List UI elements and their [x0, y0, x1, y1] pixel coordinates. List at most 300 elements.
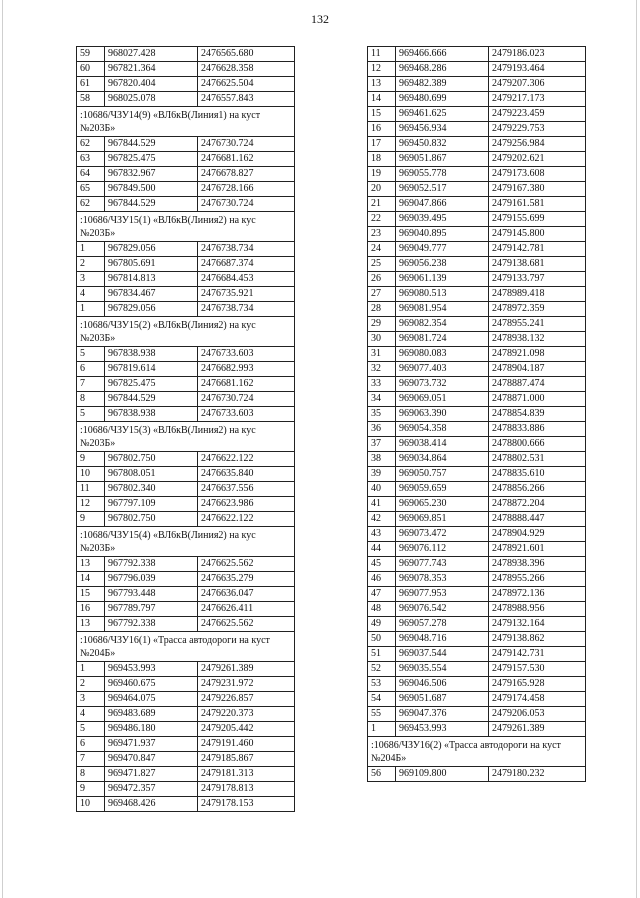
y-coordinate-cell: 2478833.886 [489, 422, 586, 437]
page-number: 132 [311, 12, 329, 26]
y-coordinate-cell: 2476565.680 [198, 47, 295, 62]
y-coordinate-cell: 2479186.023 [489, 47, 586, 62]
table-row [368, 62, 586, 77]
y-coordinate-cell: 2479174.458 [489, 692, 586, 707]
point-number-cell: 7 [77, 377, 105, 392]
point-number-cell: 9 [77, 512, 105, 527]
point-number-cell: 12 [368, 62, 396, 77]
point-number-cell: 6 [77, 362, 105, 377]
y-coordinate-cell: 2476735.921 [198, 287, 295, 302]
point-number-cell: 1 [77, 662, 105, 677]
x-coordinate-cell: 967802.750 [105, 452, 198, 467]
table-row [368, 302, 586, 317]
point-number-cell: 51 [368, 647, 396, 662]
y-coordinate-cell: 2478872.204 [489, 497, 586, 512]
point-number-cell: 11 [368, 47, 396, 62]
table-row [368, 662, 586, 677]
x-coordinate-cell: 969080.513 [396, 287, 489, 302]
table-row [77, 512, 295, 527]
table-row [368, 677, 586, 692]
table-row [77, 737, 295, 752]
x-coordinate-cell: 969048.716 [396, 632, 489, 647]
table-row [77, 617, 295, 632]
x-coordinate-cell: 969063.390 [396, 407, 489, 422]
section-header-row [77, 317, 295, 347]
y-coordinate-cell: 2476678.827 [198, 167, 295, 182]
x-coordinate-cell: 969073.732 [396, 377, 489, 392]
x-coordinate-cell: 967819.614 [105, 362, 198, 377]
x-coordinate-cell: 967792.338 [105, 617, 198, 632]
x-coordinate-cell: 969470.847 [105, 752, 198, 767]
table-row [77, 707, 295, 722]
table-row [77, 602, 295, 617]
point-number-cell: 5 [77, 347, 105, 362]
x-coordinate-cell: 967829.056 [105, 302, 198, 317]
x-coordinate-cell: 967844.529 [105, 392, 198, 407]
table-row [368, 512, 586, 527]
point-number-cell: 16 [77, 602, 105, 617]
point-number-cell: 30 [368, 332, 396, 347]
section-header-row [77, 107, 295, 137]
point-number-cell: 25 [368, 257, 396, 272]
point-number-cell: 24 [368, 242, 396, 257]
point-number-cell: 43 [368, 527, 396, 542]
point-number-cell: 13 [77, 557, 105, 572]
table-row [368, 542, 586, 557]
y-coordinate-cell: 2478972.359 [489, 302, 586, 317]
point-number-cell: 59 [77, 47, 105, 62]
point-number-cell: 13 [77, 617, 105, 632]
x-coordinate-cell: 969056.238 [396, 257, 489, 272]
table-row [368, 572, 586, 587]
coordinates-table-right [367, 46, 586, 782]
table-row [368, 467, 586, 482]
y-coordinate-cell: 2479145.800 [489, 227, 586, 242]
y-coordinate-cell: 2479133.797 [489, 272, 586, 287]
table-row [77, 377, 295, 392]
point-number-cell: 65 [77, 182, 105, 197]
x-coordinate-cell: 969076.112 [396, 542, 489, 557]
y-coordinate-cell: 2476626.411 [198, 602, 295, 617]
table-row [77, 587, 295, 602]
table-row [77, 452, 295, 467]
x-coordinate-cell: 969035.554 [396, 662, 489, 677]
point-number-cell: 45 [368, 557, 396, 572]
x-coordinate-cell: 969453.993 [105, 662, 198, 677]
point-number-cell: 53 [368, 677, 396, 692]
y-coordinate-cell: 2476687.374 [198, 257, 295, 272]
table-row [77, 467, 295, 482]
table-row [77, 287, 295, 302]
table-row [77, 302, 295, 317]
table-row [77, 77, 295, 92]
point-number-cell: 52 [368, 662, 396, 677]
y-coordinate-cell: 2476625.504 [198, 77, 295, 92]
point-number-cell: 63 [77, 152, 105, 167]
y-coordinate-cell: 2476733.603 [198, 347, 295, 362]
table-row [368, 632, 586, 647]
y-coordinate-cell: 2479132.164 [489, 617, 586, 632]
table-row [368, 197, 586, 212]
x-coordinate-cell: 969464.075 [105, 692, 198, 707]
table-row [368, 707, 586, 722]
y-coordinate-cell: 2478802.531 [489, 452, 586, 467]
table-row [368, 257, 586, 272]
y-coordinate-cell: 2479165.928 [489, 677, 586, 692]
point-number-cell: 12 [77, 497, 105, 512]
x-coordinate-cell: 969050.757 [396, 467, 489, 482]
table-row [368, 287, 586, 302]
section-header-row [77, 422, 295, 452]
table-row [368, 392, 586, 407]
y-coordinate-cell: 2478856.266 [489, 482, 586, 497]
x-coordinate-cell: 967802.340 [105, 482, 198, 497]
table-row [77, 92, 295, 107]
point-number-cell: 18 [368, 152, 396, 167]
point-number-cell: 38 [368, 452, 396, 467]
y-coordinate-cell: 2478989.418 [489, 287, 586, 302]
y-coordinate-cell: 2479226.857 [198, 692, 295, 707]
x-coordinate-cell: 969076.542 [396, 602, 489, 617]
point-number-cell: 26 [368, 272, 396, 287]
table-row [77, 47, 295, 62]
y-coordinate-cell: 2476682.993 [198, 362, 295, 377]
coordinates-table-left [76, 46, 295, 812]
table-row [368, 137, 586, 152]
x-coordinate-cell: 967849.500 [105, 182, 198, 197]
x-coordinate-cell: 968027.428 [105, 47, 198, 62]
y-coordinate-cell: 2479138.862 [489, 632, 586, 647]
y-coordinate-cell: 2478800.666 [489, 437, 586, 452]
x-coordinate-cell: 969471.827 [105, 767, 198, 782]
table-row [368, 362, 586, 377]
x-coordinate-cell: 967789.797 [105, 602, 198, 617]
table-row [77, 767, 295, 782]
y-coordinate-cell: 2479191.460 [198, 737, 295, 752]
x-coordinate-cell: 969081.954 [396, 302, 489, 317]
x-coordinate-cell: 969034.864 [396, 452, 489, 467]
point-number-cell: 8 [77, 767, 105, 782]
x-coordinate-cell: 969077.403 [396, 362, 489, 377]
y-coordinate-cell: 2476635.279 [198, 572, 295, 587]
point-number-cell: 64 [77, 167, 105, 182]
point-number-cell: 50 [368, 632, 396, 647]
y-coordinate-cell: 2476733.603 [198, 407, 295, 422]
y-coordinate-cell: 2478854.839 [489, 407, 586, 422]
y-coordinate-cell: 2476681.162 [198, 377, 295, 392]
point-number-cell: 19 [368, 167, 396, 182]
x-coordinate-cell: 969456.934 [396, 122, 489, 137]
table-row [77, 182, 295, 197]
x-coordinate-cell: 969466.666 [396, 47, 489, 62]
x-coordinate-cell: 969061.139 [396, 272, 489, 287]
x-coordinate-cell: 967805.691 [105, 257, 198, 272]
x-coordinate-cell: 967829.056 [105, 242, 198, 257]
y-coordinate-cell: 2478988.956 [489, 602, 586, 617]
point-number-cell: 46 [368, 572, 396, 587]
point-number-cell: 39 [368, 467, 396, 482]
x-coordinate-cell: 967832.967 [105, 167, 198, 182]
section-title: :10686/ЧЗУ15(3) «ВЛ6кВ(Линия2) на кус №203Б» [77, 422, 295, 452]
point-number-cell: 36 [368, 422, 396, 437]
x-coordinate-cell: 969073.472 [396, 527, 489, 542]
table-row [77, 557, 295, 572]
y-coordinate-cell: 2476636.047 [198, 587, 295, 602]
point-number-cell: 8 [77, 392, 105, 407]
table-row [368, 437, 586, 452]
section-header-row [77, 527, 295, 557]
y-coordinate-cell: 2479167.380 [489, 182, 586, 197]
table-row [368, 617, 586, 632]
section-title: :10686/ЧЗУ15(4) «ВЛ6кВ(Линия2) на кус №203Б» [77, 527, 295, 557]
y-coordinate-cell: 2479207.306 [489, 77, 586, 92]
y-coordinate-cell: 2479185.867 [198, 752, 295, 767]
point-number-cell: 49 [368, 617, 396, 632]
table-row [77, 407, 295, 422]
table-row [368, 182, 586, 197]
section-title: :10686/ЧЗУ16(1) «Трасса автодороги на куст №204Б» [77, 632, 295, 662]
section-title: :10686/ЧЗУ14(9) «ВЛ6кВ(Линия1) на куст №203Б» [77, 107, 295, 137]
x-coordinate-cell: 969059.659 [396, 482, 489, 497]
x-coordinate-cell: 967792.338 [105, 557, 198, 572]
y-coordinate-cell: 2479178.813 [198, 782, 295, 797]
table-row [368, 167, 586, 182]
y-coordinate-cell: 2479193.464 [489, 62, 586, 77]
point-number-cell: 32 [368, 362, 396, 377]
x-coordinate-cell: 969080.083 [396, 347, 489, 362]
table-row [368, 422, 586, 437]
table-row [368, 452, 586, 467]
y-coordinate-cell: 2476622.122 [198, 512, 295, 527]
table-row [368, 722, 586, 737]
y-coordinate-cell: 2476684.453 [198, 272, 295, 287]
point-number-cell: 60 [77, 62, 105, 77]
y-coordinate-cell: 2479157.530 [489, 662, 586, 677]
x-coordinate-cell: 967821.364 [105, 62, 198, 77]
y-coordinate-cell: 2479142.781 [489, 242, 586, 257]
x-coordinate-cell: 969472.357 [105, 782, 198, 797]
y-coordinate-cell: 2478921.098 [489, 347, 586, 362]
table-row [368, 527, 586, 542]
x-coordinate-cell: 969051.687 [396, 692, 489, 707]
table-row [77, 677, 295, 692]
right-page-edge [636, 0, 637, 898]
y-coordinate-cell: 2479202.621 [489, 152, 586, 167]
point-number-cell: 41 [368, 497, 396, 512]
y-coordinate-cell: 2476730.724 [198, 392, 295, 407]
point-number-cell: 4 [77, 707, 105, 722]
y-coordinate-cell: 2479217.173 [489, 92, 586, 107]
y-coordinate-cell: 2478888.447 [489, 512, 586, 527]
section-title: :10686/ЧЗУ16(2) «Трасса автодороги на куст №204Б» [368, 737, 586, 767]
point-number-cell: 11 [77, 482, 105, 497]
table-row [368, 377, 586, 392]
point-number-cell: 2 [77, 257, 105, 272]
y-coordinate-cell: 2478835.610 [489, 467, 586, 482]
point-number-cell: 1 [368, 722, 396, 737]
x-coordinate-cell: 967834.467 [105, 287, 198, 302]
y-coordinate-cell: 2476738.734 [198, 302, 295, 317]
x-coordinate-cell: 969069.851 [396, 512, 489, 527]
x-coordinate-cell: 967838.938 [105, 347, 198, 362]
x-coordinate-cell: 969453.993 [396, 722, 489, 737]
y-coordinate-cell: 2476622.122 [198, 452, 295, 467]
point-number-cell: 5 [77, 407, 105, 422]
section-header-row [77, 632, 295, 662]
x-coordinate-cell: 968025.078 [105, 92, 198, 107]
y-coordinate-cell: 2479261.389 [489, 722, 586, 737]
x-coordinate-cell: 969461.625 [396, 107, 489, 122]
table-row [77, 167, 295, 182]
x-coordinate-cell: 969039.495 [396, 212, 489, 227]
point-number-cell: 21 [368, 197, 396, 212]
y-coordinate-cell: 2478938.132 [489, 332, 586, 347]
table-row [368, 212, 586, 227]
point-number-cell: 55 [368, 707, 396, 722]
x-coordinate-cell: 969109.800 [396, 767, 489, 782]
table-row [77, 572, 295, 587]
table-row [368, 92, 586, 107]
y-coordinate-cell: 2478955.241 [489, 317, 586, 332]
point-number-cell: 9 [77, 452, 105, 467]
table-row [77, 137, 295, 152]
y-coordinate-cell: 2478887.474 [489, 377, 586, 392]
table-row [77, 257, 295, 272]
point-number-cell: 23 [368, 227, 396, 242]
table-row [77, 152, 295, 167]
point-number-cell: 2 [77, 677, 105, 692]
x-coordinate-cell: 969480.699 [396, 92, 489, 107]
table-row [77, 392, 295, 407]
y-coordinate-cell: 2479173.608 [489, 167, 586, 182]
point-number-cell: 34 [368, 392, 396, 407]
point-number-cell: 16 [368, 122, 396, 137]
point-number-cell: 58 [77, 92, 105, 107]
x-coordinate-cell: 969047.866 [396, 197, 489, 212]
table-row [368, 242, 586, 257]
point-number-cell: 35 [368, 407, 396, 422]
point-number-cell: 5 [77, 722, 105, 737]
x-coordinate-cell: 967793.448 [105, 587, 198, 602]
point-number-cell: 48 [368, 602, 396, 617]
y-coordinate-cell: 2476728.166 [198, 182, 295, 197]
point-number-cell: 3 [77, 272, 105, 287]
point-number-cell: 9 [77, 782, 105, 797]
x-coordinate-cell: 969081.724 [396, 332, 489, 347]
point-number-cell: 6 [77, 737, 105, 752]
table-row [77, 272, 295, 287]
x-coordinate-cell: 969460.675 [105, 677, 198, 692]
table-row [368, 767, 586, 782]
x-coordinate-cell: 969047.376 [396, 707, 489, 722]
x-coordinate-cell: 969040.895 [396, 227, 489, 242]
table-row [77, 242, 295, 257]
table-row [77, 497, 295, 512]
x-coordinate-cell: 969082.354 [396, 317, 489, 332]
table-row [77, 197, 295, 212]
point-number-cell: 22 [368, 212, 396, 227]
table-row [368, 497, 586, 512]
y-coordinate-cell: 2479181.313 [198, 767, 295, 782]
point-number-cell: 14 [77, 572, 105, 587]
y-coordinate-cell: 2476625.562 [198, 617, 295, 632]
point-number-cell: 13 [368, 77, 396, 92]
y-coordinate-cell: 2478972.136 [489, 587, 586, 602]
x-coordinate-cell: 969078.353 [396, 572, 489, 587]
x-coordinate-cell: 969483.689 [105, 707, 198, 722]
table-row [368, 347, 586, 362]
point-number-cell: 20 [368, 182, 396, 197]
x-coordinate-cell: 969057.278 [396, 617, 489, 632]
x-coordinate-cell: 969468.426 [105, 797, 198, 812]
y-coordinate-cell: 2479220.373 [198, 707, 295, 722]
y-coordinate-cell: 2479155.699 [489, 212, 586, 227]
point-number-cell: 15 [77, 587, 105, 602]
table-row [368, 482, 586, 497]
x-coordinate-cell: 969450.832 [396, 137, 489, 152]
x-coordinate-cell: 967797.109 [105, 497, 198, 512]
y-coordinate-cell: 2478921.601 [489, 542, 586, 557]
table-row [368, 152, 586, 167]
point-number-cell: 1 [77, 302, 105, 317]
y-coordinate-cell: 2478904.187 [489, 362, 586, 377]
point-number-cell: 10 [77, 797, 105, 812]
table-row [368, 77, 586, 92]
y-coordinate-cell: 2479261.389 [198, 662, 295, 677]
y-coordinate-cell: 2476557.843 [198, 92, 295, 107]
table-row [77, 722, 295, 737]
section-header-row [368, 737, 586, 767]
table-row [368, 227, 586, 242]
y-coordinate-cell: 2479178.153 [198, 797, 295, 812]
table-row [368, 557, 586, 572]
y-coordinate-cell: 2479223.459 [489, 107, 586, 122]
table-row [368, 122, 586, 137]
table-row [368, 692, 586, 707]
point-number-cell: 37 [368, 437, 396, 452]
point-number-cell: 62 [77, 137, 105, 152]
x-coordinate-cell: 969486.180 [105, 722, 198, 737]
x-coordinate-cell: 969038.414 [396, 437, 489, 452]
point-number-cell: 54 [368, 692, 396, 707]
x-coordinate-cell: 969069.051 [396, 392, 489, 407]
point-number-cell: 42 [368, 512, 396, 527]
section-header-row [77, 212, 295, 242]
table-row [368, 587, 586, 602]
y-coordinate-cell: 2479180.232 [489, 767, 586, 782]
x-coordinate-cell: 969471.937 [105, 737, 198, 752]
x-coordinate-cell: 969055.778 [396, 167, 489, 182]
y-coordinate-cell: 2476637.556 [198, 482, 295, 497]
y-coordinate-cell: 2478871.000 [489, 392, 586, 407]
x-coordinate-cell: 969482.389 [396, 77, 489, 92]
table-row [77, 62, 295, 77]
x-coordinate-cell: 969051.867 [396, 152, 489, 167]
table-row [77, 752, 295, 767]
x-coordinate-cell: 969077.953 [396, 587, 489, 602]
x-coordinate-cell: 967825.475 [105, 152, 198, 167]
x-coordinate-cell: 969065.230 [396, 497, 489, 512]
point-number-cell: 4 [77, 287, 105, 302]
x-coordinate-cell: 969054.358 [396, 422, 489, 437]
point-number-cell: 40 [368, 482, 396, 497]
y-coordinate-cell: 2479206.053 [489, 707, 586, 722]
point-number-cell: 15 [368, 107, 396, 122]
point-number-cell: 27 [368, 287, 396, 302]
x-coordinate-cell: 967844.529 [105, 197, 198, 212]
table-row [368, 47, 586, 62]
y-coordinate-cell: 2476623.986 [198, 497, 295, 512]
